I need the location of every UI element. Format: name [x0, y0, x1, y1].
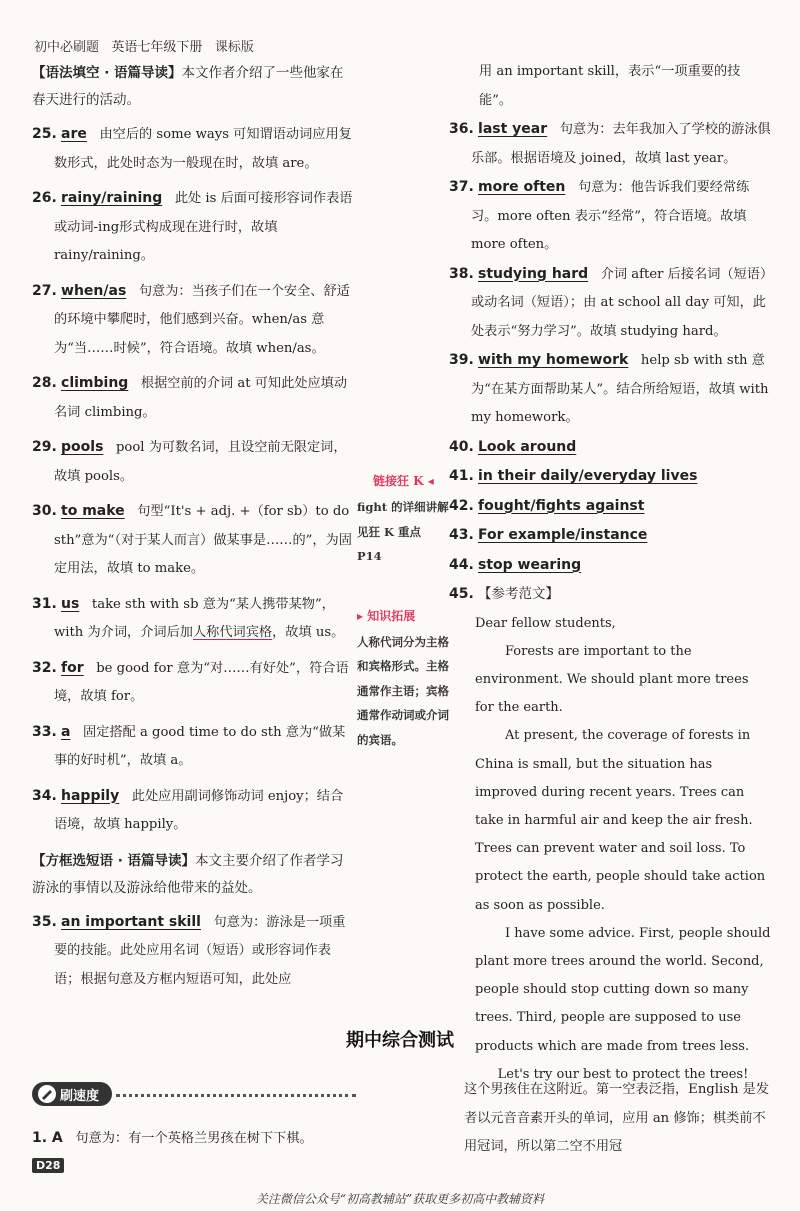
item-answer: climbing	[61, 375, 129, 391]
speed-badge	[32, 1082, 362, 1108]
link-label: 链接狂 K ◂	[373, 474, 434, 488]
item-explanation: 句型“It's + adj. +（for sb）to do sth”意为“（对于某人而言）做某事是……的”，为固定用法，故填 to make。	[54, 504, 352, 576]
item-number: 44.	[449, 556, 474, 573]
item-answer: pools	[61, 439, 104, 455]
item-number: 32.	[32, 659, 57, 676]
item-number: 43.	[449, 527, 474, 543]
page-number: D28	[32, 1158, 64, 1173]
left-column	[32, 60, 354, 994]
answer-item-42	[449, 492, 771, 522]
essay-paragraph: At present, the coverage of forests in China is small, but the situation has improved during recent years. Trees can take in harmful air and keep the air fresh. Trees can prevent water and soil loss. To protect the earth, people should take action as soon as possible.	[475, 728, 766, 913]
item-explanation: 句意为：有一个英格兰男孩在树下下棋。	[75, 1131, 313, 1146]
item-number: 1. A	[32, 1130, 63, 1146]
item-number: 30.	[32, 503, 57, 519]
item-explanation: take sth with sb 意为“某人携带某物”，with 为介词，介词后加	[54, 596, 335, 640]
answer-item-29	[32, 433, 354, 491]
answer-item-30	[32, 497, 354, 584]
item-number: 28.	[32, 375, 57, 391]
item-number: 25.	[32, 126, 57, 142]
right-column	[449, 58, 771, 1089]
answer-item-41	[449, 462, 771, 492]
essay-closing: Let's try our best to protect the trees!	[497, 1066, 749, 1082]
item-explanation: 句意为：他告诉我们要经常练习。more often 表示“经常”，符合语境。故填 more often。	[471, 180, 750, 252]
item-answer: more often	[478, 179, 566, 195]
item-answer: to make	[61, 503, 125, 519]
item-explanation: 句意为：游泳是一项重要的技能。此处应用名词（短语）或形容词作表语；根据句意及方框内短语可知，此处应	[54, 914, 346, 987]
item-number: 39.	[449, 352, 474, 368]
essay-salutation: Dear fellow students,	[475, 615, 616, 631]
item-explanation: 句意为：去年我加入了学校的游泳俱乐部。根据语境及 joined，故填 last year。	[471, 122, 771, 166]
footer-note: 关注微信公众号“初高教辅站”获取更多初高中教辅资料	[255, 1192, 545, 1206]
item-number: 38.	[449, 265, 474, 282]
answer-item-31	[32, 590, 354, 648]
item-answer: for	[61, 659, 84, 676]
item-explanation-end: ，故填 us。	[272, 625, 345, 640]
section-tag: 【方框选短语 · 语篇导读】	[32, 852, 196, 869]
section-intro-grammar	[32, 60, 354, 114]
item-answer: Look around	[478, 438, 577, 455]
item-answer: studying hard	[478, 265, 589, 282]
answer-item-32	[32, 654, 354, 712]
dotted-divider	[116, 1094, 356, 1097]
answer-item-38	[449, 260, 771, 347]
item-number: 37.	[449, 179, 474, 195]
item-explanation: be good for 意为“对……有好处”，符合语境，故填 for。	[54, 660, 349, 704]
item-explanation: 由空后的 some ways 可知谓语动词应用复数形式，此处时态为一般现在时，故填 are。	[54, 127, 352, 171]
answer-item-26	[32, 184, 354, 271]
item-number: 35.	[32, 913, 57, 930]
section-text: 本文作者介绍了一些他家在春天进行的活动。	[32, 65, 344, 108]
item-answer: last year	[478, 121, 548, 137]
essay-paragraph: Forests are important to the environment. We should plant more trees for the earth.	[475, 643, 749, 716]
item-answer: in their daily/everyday lives	[478, 468, 698, 484]
midterm-q1	[32, 1124, 362, 1154]
midterm-q1-continued	[464, 1076, 770, 1162]
answer-item-27	[32, 277, 354, 364]
answer-item-36	[449, 115, 771, 173]
item-number: 26.	[32, 190, 57, 206]
item-answer: with my homework	[478, 352, 629, 368]
link-note: fight 的详细讲解见狂 K 重点 P14	[357, 500, 449, 563]
item-explanation: 固定搭配 a good time to do sth 意为“做某事的好时机”，故填 a。	[54, 724, 346, 768]
item-number: 41.	[449, 468, 474, 484]
side-notes	[357, 472, 449, 752]
item-number: 31.	[32, 595, 57, 612]
answer-item-37	[449, 173, 771, 260]
answer-item-35	[32, 908, 354, 995]
item-explanation: 此处应用副词修饰动词 enjoy；结合语境，故填 happily。	[54, 788, 344, 832]
essay-paragraph: I have some advice. First, people should plant more trees around the world. Second, people should stop cutting down so many trees. Third, people are supposed to use products which are made from trees less.	[475, 925, 771, 1054]
item-number: 34.	[32, 787, 57, 804]
item-number: 27.	[32, 282, 57, 299]
highlighted-term: 人称代词宾格	[193, 625, 273, 640]
header-book: 初中必刷题	[34, 40, 100, 55]
badge-label: 刷速度	[60, 1089, 100, 1104]
item-explanation: pool 为可数名词，且设空前无限定词，故填 pools。	[54, 440, 347, 484]
header-grade: 英语七年级下册	[111, 40, 203, 55]
item-answer: fought/fights against	[478, 497, 645, 514]
item-number: 29.	[32, 439, 57, 455]
item-explanation: 根据空前的介词 at 可知此处应填动名词 climbing。	[54, 376, 348, 420]
item-answer: a	[61, 723, 71, 740]
item-number: 45.	[449, 586, 474, 602]
item-answer: For example/instance	[478, 527, 648, 543]
item-number: 33.	[32, 723, 57, 740]
page-header	[34, 36, 254, 55]
item-explanation: 介词 after 后接名词（短语）或动名词（短语）；由 at school all day 可知，此处表示“努力学习”。故填 studying hard。	[471, 266, 767, 339]
item-number: 40.	[449, 438, 474, 455]
link-label-text: 链接狂 K	[373, 474, 424, 488]
answer-item-40	[449, 433, 771, 463]
section-title: 期中综合测试	[346, 1030, 454, 1051]
item-answer: us	[61, 595, 80, 612]
continued-explanation: 这个男孩住在这附近。第一空表泛指，English 是发者以元音音素开头的单词，应用 an 修饰；棋类前不用冠词，所以第二空不用冠	[464, 1082, 770, 1154]
answer-item-34	[32, 782, 354, 840]
sample-essay-label: 【参考范文】	[478, 586, 560, 602]
knowledge-note: 人称代词分为主格和宾格形式。主格通常作主语；宾格通常作动词或介词的宾语。	[357, 634, 449, 747]
item-answer: rainy/raining	[61, 190, 163, 206]
item-answer: stop wearing	[478, 556, 582, 573]
knowledge-label-text: 知识拓展	[367, 608, 416, 623]
item-explanation: 此处 is 后面可接形容词作表语或动词-ing形式构成现在进行时，故填 rainy/raining。	[54, 191, 353, 263]
sample-essay	[449, 610, 771, 1089]
knowledge-label: ▸ 知识拓展	[357, 608, 416, 623]
answer-item-25	[32, 120, 354, 178]
answer-item-44	[449, 551, 771, 581]
item-answer: happily	[61, 787, 120, 804]
section-text: 本文主要介绍了作者学习游泳的事情以及游泳给他带来的益处。	[32, 852, 344, 896]
pencil-icon	[36, 1084, 58, 1104]
answer-item-39	[449, 346, 771, 433]
answer-item-1	[32, 1124, 362, 1154]
item-explanation: 句意为：当孩子们在一个安全、舒适的环境中攀爬时，他们感到兴奋。when/as 意为“当……时候”，符合语境。故填 when/as。	[54, 283, 350, 356]
header-edition: 课标版	[214, 40, 254, 55]
answer-item-28	[32, 369, 354, 427]
item-number: 42.	[449, 497, 474, 514]
answer-item-33	[32, 718, 354, 776]
item-answer: when/as	[61, 282, 127, 299]
item-explanation: help sb with sth 意为“在某方面帮助某人”。结合所给短语，故填 with my homework。	[471, 353, 769, 425]
section-tag: 【语法填空 · 语篇导读】	[32, 65, 182, 81]
item-answer: are	[61, 126, 87, 142]
item-answer: an important skill	[61, 913, 201, 930]
section-intro-phrases	[32, 848, 354, 902]
answer-item-43	[449, 521, 771, 551]
answer-item-45	[449, 580, 771, 610]
item-35-continuation: 用 an important skill，表示“一项重要的技能”。	[479, 64, 741, 108]
item-number: 36.	[449, 121, 474, 137]
